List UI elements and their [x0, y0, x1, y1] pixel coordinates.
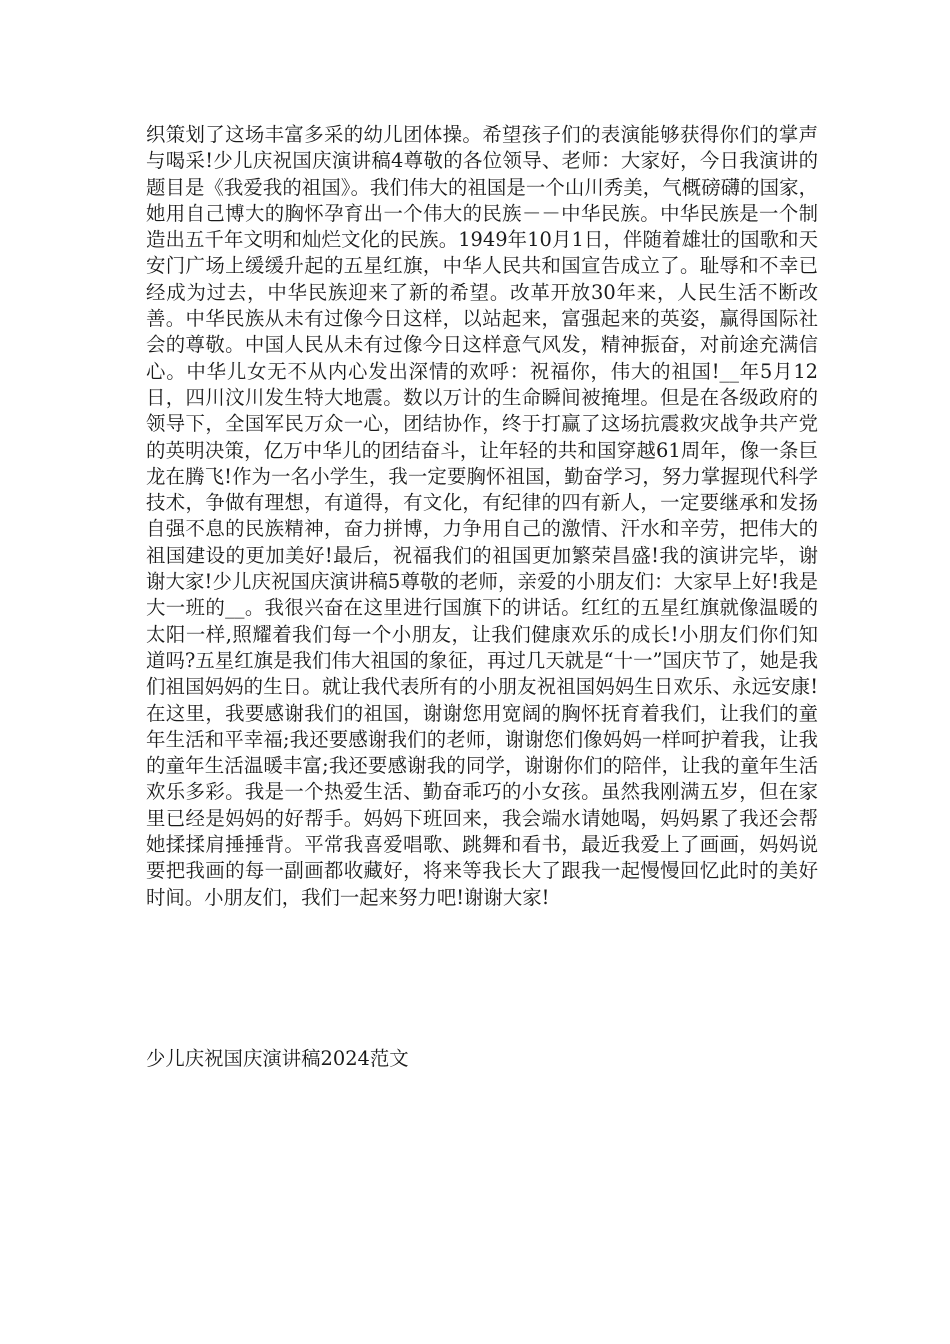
speech-body-text: 织策划了这场丰富多采的幼儿团体操。希望孩子们的表演能够获得你们的掌声与喝采!少儿庆祝国庆演讲稿4尊敬的各位领导、老师：大家好，今日我演讲的题目是《我爱我的祖国》。我们伟大的祖国是一个山川秀美，气概磅礴的国家，她用自己博大的胸怀孕育出一个伟大的民族－－中华民族。中华民族是一个制造出五千年文明和灿烂文化的民族。1949年10月1日，伴随着雄壮的国歌和天安门广场上缓缓升起的五星红旗，中华人民共和国宣告成立了。耻辱和不幸已经成为过去，中华民族迎来了新的希望。改革开放30年来，人民生活不断改善。中华民族从未有过像今日这样，以站起来，富强起来的英姿，赢得国际社会的尊敬。中国人民从未有过像今日这样意气风发，精神振奋，对前途充满信心。中华儿女无不从内心发出深情的欢呼：祝福你，伟大的祖国!__年5月12日，四川汶川发生特大地震。数以万计的生命瞬间被掩埋。但是在各级政府的领导下，全国军民万众一心，团结协作，终于打赢了这场抗震救灾战争共产党的英明决策，亿万中华儿的团结奋斗，让年轻的共和国穿越61周年，像一条巨龙在腾飞!作为一名小学生，我一定要胸怀祖国，勤奋学习，努力掌握现代科学技术，争做有理想，有道得，有文化，有纪律的四有新人，一定要继承和发扬自强不息的民族精神，奋力拼博，力争用自己的激情、汗水和辛劳，把伟大的祖国建设的更加美好!最后，祝福我们的祖国更加繁荣昌盛!我的演讲完毕，谢谢大家!少儿庆祝国庆演讲稿5尊敬的老师，亲爱的小朋友们：大家早上好!我是大一班的__。我很兴奋在这里进行国旗下的讲话。红红的五星红旗就像温暖的太阳一样,照耀着我们每一个小朋友，让我们健康欢乐的成长!小朋友们你们知道吗?五星红旗是我们伟大祖国的象征，再过几天就是“十一”国庆节了，她是我们祖国妈妈的生日。就让我代表所有的小朋友祝祖国妈妈生日欢乐、永远安康!在这里，我要感谢我们的祖国，谢谢您用宽阔的胸怀抚育着我们，让我们的童年生活和平幸福;我还要感谢我们的老师，谢谢您们像妈妈一样呵护着我，让我的童年生活温暖丰富;我还要感谢我的同学，谢谢你们的陪伴，让我的童年生活欢乐多彩。我是一个热爱生活、勤奋乖巧的小女孩。虽然我刚满五岁，但在家里已经是妈妈的好帮手。妈妈下班回来，我会端水请她喝，妈妈累了我还会帮她揉揉肩捶捶背。平常我喜爱唱歌、跳舞和看书，最近我爱上了画画，妈妈说要把我画的每一副画都收藏好，将来等我长大了跟我一起慢慢回忆此时的美好时间。小朋友们，我们一起来努力吧!谢谢大家! [146, 123, 818, 909]
document-title: 少儿庆祝国庆演讲稿2024范文 [146, 1047, 409, 1070]
